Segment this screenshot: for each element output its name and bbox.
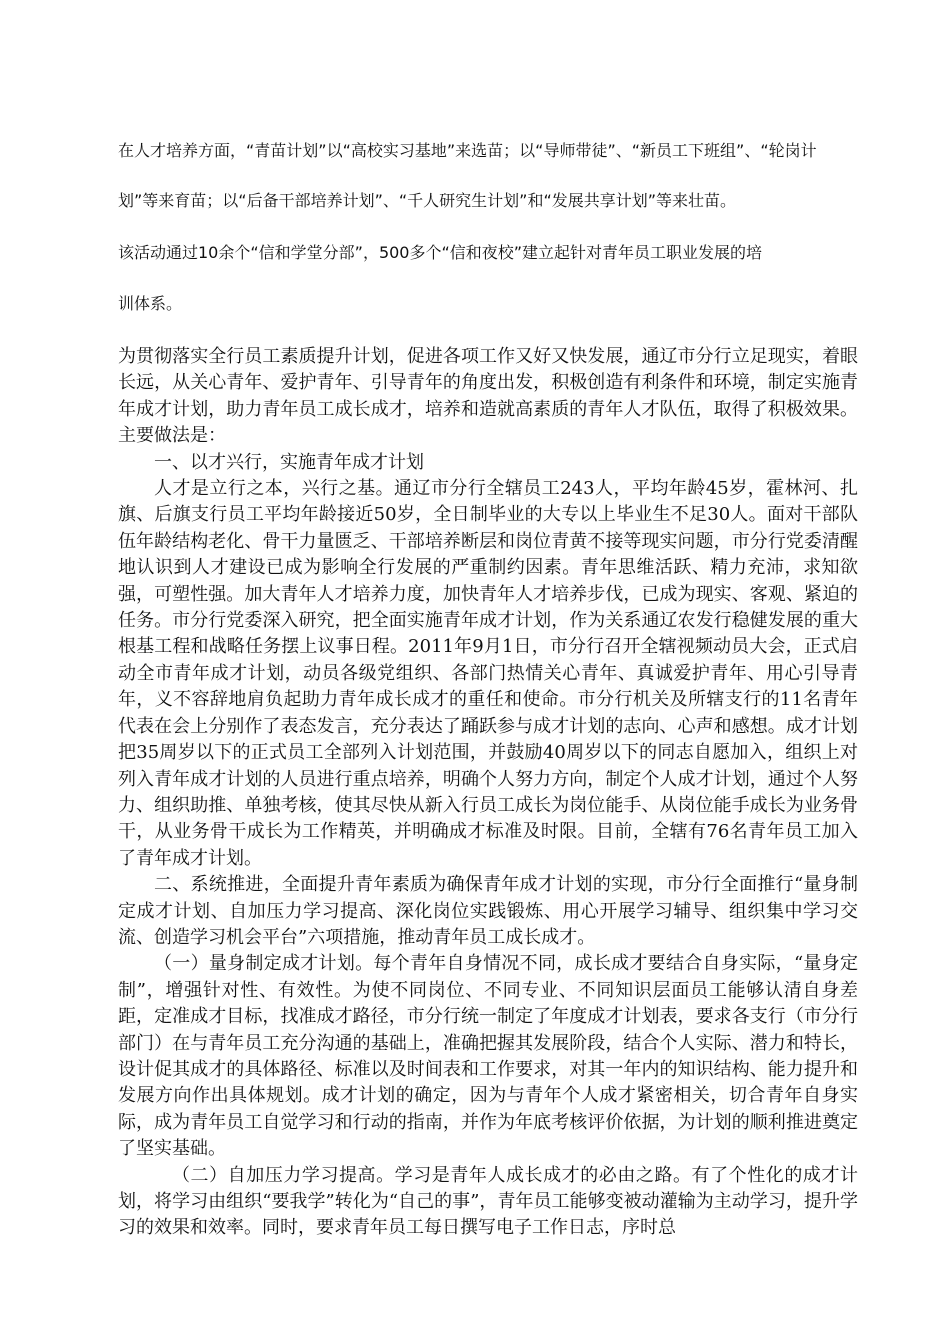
intro-line-1: 在人才培养方面，“青苗计划”以“高校实习基地”来选苗；以“导师带徒”、“新员工下班组”、“轮岗计 (118, 141, 817, 160)
paragraph-opening: 为贯彻落实全行员工素质提升计划，促进各项工作又好又快发展，通辽市分行立足现实，着眼长远，从关心青年、爱护青年、引导青年的角度出发，积极创造有利条件和环境，制定实施青年成才计划，助力青年员工成长成才，培养和造就高素质的青年人才队伍，取得了积极效果。主要做法是： (118, 346, 858, 447)
intro-line-3: 该活动通过10余个“信和学堂分部”，500多个“信和夜校”建立起针对青年员工职业发展的培 (118, 243, 763, 262)
paragraph-item-2: （二）自加压力学习提高。学习是青年人成长成才的必由之路。有了个性化的成才计划，将学习由组织“要我学”转化为“自己的事”，青年员工能够变被动灌输为主动学习，提升学习的效果和效率。同时，要求青年员工每日撰写电子工作日志，序时总 (118, 1164, 858, 1239)
article-body (118, 344, 858, 1242)
intro-line-2: 划”等来育苗；以“后备干部培养计划”、“千人研究生计划”和“发展共享计划”等来壮苗。 (118, 191, 737, 210)
paragraph-item-1: （一）量身制定成才计划。每个青年自身情况不同，成长成才要结合自身实际，“量身定制”，增强针对性、有效性。为使不同岗位、不同专业、不同知识层面员工能够认清自身差距，定准成才目标，找准成才路径，市分行统一制定了年度成才计划表，要求各支行（市分行部门）在与青年员工充分沟通的基础上，准确把握其发展阶段，结合个人实际、潜力和特长，设计促其成才的具体路径、标准以及时间表和工作要求，对其一年内的知识结构、能力提升和发展方向作出具体规划。成才计划的确定，因为与青年个人成才紧密相关，切合青年自身实际，成为青年员工自觉学习和行动的指南，并作为年底考核评价依据，为计划的顺利推进奠定了坚实基础。 (118, 953, 858, 1160)
paragraph-section-2: 二、系统推进，全面提升青年素质为确保青年成才计划的实现，市分行全面推行“量身制定成才计划、自加压力学习提高、深化岗位实践锻炼、用心开展学习辅导、组织集中学习交流、创造学习机会平台”六项措施，推动青年员工成长成才。 (118, 874, 858, 948)
paragraph-section-1: 人才是立行之本，兴行之基。通辽市分行全辖员工243人，平均年龄45岁，霍林河、扎旗、后旗支行员工平均年龄接近50岁，全日制毕业的大专以上毕业生不足30人。面对干部队伍年龄结构老化、骨干力量匮乏、干部培养断层和岗位青黄不接等现实问题，市分行党委清醒地认识到人才建设已成为影响全行发展的严重制约因素。青年思维活跃、精力充沛，求知欲强，可塑性强。加大青年人才培养力度，加快青年人才培养步伐，已成为现实、客观、紧迫的任务。市分行党委深入研究，把全面实施青年成才计划，作为关系通辽农发行稳健发展的重大根基工程和战略任务摆上议事日程。2011年9月1日，市分行召开全辖视频动员大会，正式启动全市青年成才计划，动员各级党组织、各部门热情关心青年、真诚爱护青年、用心引导青年，义不容辞地肩负起助力青年成长成才的重任和使命。市分行机关及所辖支行的11名青年代表在会上分别作了表态发言，充分表达了踊跃参与成才计划的志向、心声和感想。成才计划把35周岁以下的正式员工全部列入计划范围，并鼓励40周岁以下的同志自愿加入，组织上对列入青年成才计划的人员进行重点培养，明确个人努力方向，制定个人成才计划，通过个人努力、组织助推、单独考核，使其尽快从新入行员工成长为岗位能手、从岗位能手成长为业务骨干，从业务骨干成长为工作精英，并明确成才标准及时限。目前，全辖有76名青年员工加入了青年成才计划。 (118, 478, 858, 869)
intro-line-4: 训体系。 (118, 294, 183, 313)
section-heading-1: 一、以才兴行，实施青年成才计划 (154, 451, 424, 473)
